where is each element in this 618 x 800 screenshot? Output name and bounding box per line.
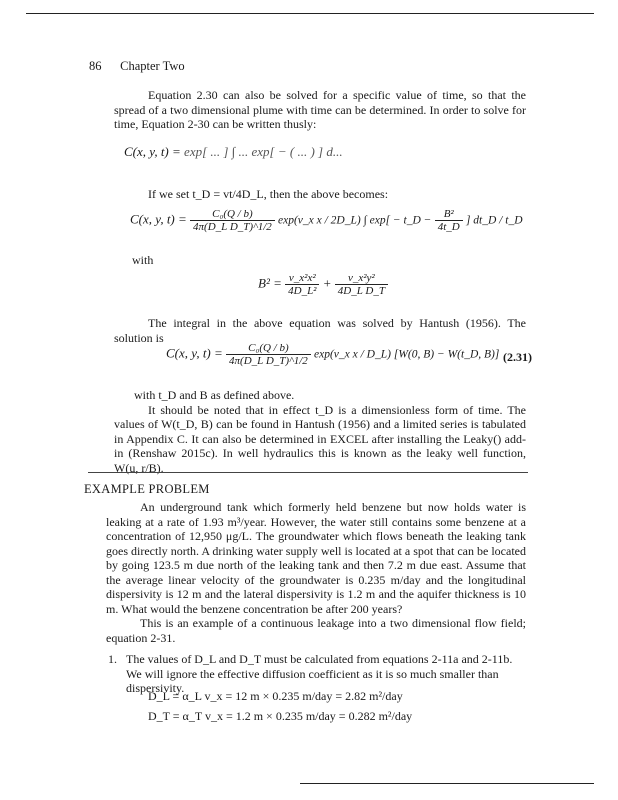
- with-text: with: [132, 253, 154, 267]
- paragraph-text: Equation 2.30 can also be solved for a specific value of time, so that the spread of a two dimensional plume with time can be determined. In order to solve for time, Equation 2-30 can be written thusly:: [114, 88, 526, 131]
- eq4-lhs: C(x, y, t) =: [166, 345, 223, 361]
- bottom-rule: [300, 783, 594, 784]
- eq4-fraction: [226, 342, 311, 367]
- eq1-lhs: C(x, y, t) =: [124, 144, 181, 159]
- eq2-tail: ] dt_D / t_D: [465, 214, 523, 227]
- eq2-inner-numerator: B²: [435, 208, 463, 221]
- top-rule: [26, 13, 594, 14]
- paragraph-text: with t_D and B as defined above.: [134, 388, 295, 402]
- eq3-lhs: B² =: [258, 275, 282, 291]
- eq3-term-1-denominator: 4D_L²: [288, 285, 317, 297]
- eq2-fraction: [190, 208, 275, 233]
- step-number: 1.: [108, 652, 117, 666]
- equation-3: [258, 272, 388, 297]
- paragraph-text: The integral in the above equation was solved by Hantush (1956). The solution is: [114, 316, 526, 345]
- page-number: 86: [89, 59, 102, 73]
- paragraph-note: [114, 388, 526, 475]
- example-heading: EXAMPLE PROBLEM: [84, 482, 210, 496]
- eq2-lhs: C(x, y, t) =: [130, 211, 187, 227]
- paragraph-substitution: [114, 187, 526, 202]
- eq4-numerator: C₀(Q / b): [226, 342, 311, 355]
- eq2-inner-denominator: 4t_D: [437, 221, 460, 233]
- paragraph-text: It should be noted that in effect t_D is a dimensionless form of time. The values of W(t_D, B) can be found in Hantush (1956) and a limited series is tabulated in Appendix C. It can also be determined in EXCEL after installing the Leaky() add-in (Renshaw 2015c). In well hydraulics this is known as the leaky well function, W(u, r/B).: [114, 402, 526, 475]
- eq3-term-2-numerator: v_x²y²: [335, 272, 388, 285]
- paragraph-text: This is an example of a continuous leakage into a two dimensional flow field; equation 2-31.: [106, 616, 526, 645]
- equation-number: (2.31): [503, 350, 532, 364]
- calc-transverse: D_T = α_T v_x = 1.2 m × 0.235 m/day = 0.282 m²/day: [148, 709, 413, 723]
- equation-4: [166, 342, 499, 367]
- eq2-inner-fraction: [435, 208, 463, 233]
- with-label: [132, 253, 544, 268]
- paragraph-hantush: [114, 316, 526, 345]
- equation-2: [130, 208, 523, 233]
- section-divider: [88, 472, 528, 473]
- eq4-rhs: exp(v_x x / D_L) [W(0, B) − W(t_D, B)]: [314, 348, 500, 361]
- eq1-body: exp[ ... ] ∫ ... exp[ − ( ... ) ] d...: [184, 144, 343, 159]
- eq3-term-2: [335, 272, 388, 297]
- eq2-denominator: 4π(D_L D_T)^1/2: [193, 221, 272, 233]
- eq4-denominator: 4π(D_L D_T)^1/2: [229, 355, 308, 367]
- eq3-term-1: [285, 272, 319, 297]
- eq3-term-2-denominator: 4D_L D_T: [337, 285, 385, 297]
- paragraph-intro: [114, 88, 526, 132]
- running-header: [89, 59, 185, 74]
- paragraph-text: An underground tank which formerly held benzene but now holds water is leaking at a rate of 1.93 m³/year. However, the water still contains some benzene at a concentration of 12,950 μg/L. The groundwater which flows beneath the leaking tank goes directly north. A drinking water supply well is located at a spot that can be located by going 123.5 m due north of the leaking tank and then 7.2 m due east. Assume that the average linear velocity of the groundwater is 0.235 m/day and the longitudinal dispersivity is 12 m and the lateral dispersivity is 1.2 m and the aquifer thickness is 10 m. What would the benzene concentration be after 200 years?: [106, 500, 526, 616]
- eq2-middle: exp(v_x x / 2D_L) ∫ exp[ − t_D −: [278, 214, 432, 227]
- eq3-plus: +: [322, 275, 332, 291]
- eq3-term-1-numerator: v_x²x²: [285, 272, 319, 285]
- example-statement: [106, 500, 526, 645]
- eq2-numerator: C₀(Q / b): [190, 208, 275, 221]
- paragraph-text: If we set t_D = vt/4D_L, then the above becomes:: [148, 187, 389, 201]
- step-text: The values of D_L and D_T must be calculated from equations 2-11a and 2-11b. We will ignore the effective diffusion coefficient as it is so much smaller than dispersivity.: [126, 652, 513, 695]
- chapter-title: Chapter Two: [120, 59, 185, 73]
- calc-longitudinal: D_L = α_L v_x = 12 m × 0.235 m/day = 2.82 m²/day: [148, 689, 403, 703]
- equation-1: [124, 144, 343, 160]
